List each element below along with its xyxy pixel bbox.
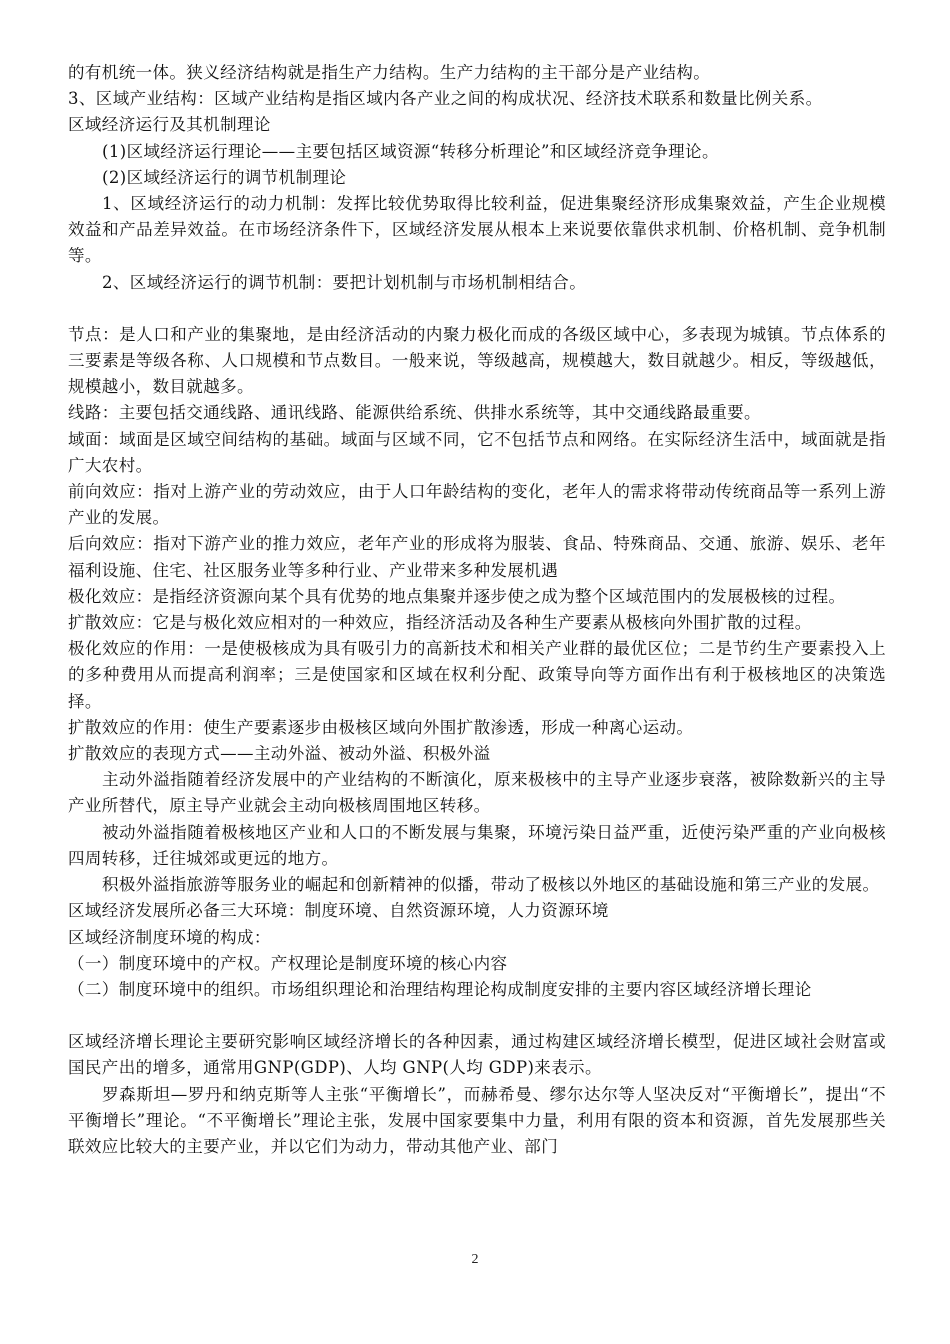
paragraph: 极化效应：是指经济资源向某个具有优势的地点集聚并逐步使之成为整个区域范围内的发展极核的过程。 bbox=[68, 586, 846, 606]
page-number: 2 bbox=[471, 1252, 479, 1267]
paragraph: 区域经济发展所必备三大环境：制度环境、自然资源环境，人力资源环境 bbox=[68, 901, 609, 921]
paragraph: 区域经济制度环境的构成： bbox=[68, 927, 271, 947]
paragraph: (2)区域经济运行的调节机制理论 bbox=[102, 167, 347, 187]
paragraph: 节点：是人口和产业的集聚地，是由经济活动的内聚力极化而成的各级区域中心，多表现为城镇。节点体系的三要素是等级各称、人口规模和节点数目。一般来说，等级越高，规模越大，数目就越少。相反，等级越低，规模越小，数目就越多。 bbox=[68, 324, 886, 397]
paragraph: 主动外溢指随着经济发展中的产业结构的不断演化，原来极核中的主导产业逐步衰落，被除数新兴的主导产业所替代，原主导产业就会主动向极核周围地区转移。 bbox=[68, 770, 886, 816]
paragraph: 域面：域面是区域空间结构的基础。域面与区域不同，它不包括节点和网络。在实际经济生活中，域面就是指广大农村。 bbox=[68, 429, 886, 475]
paragraph: （二）制度环境中的组织。市场组织理论和治理结构理论构成制度安排的主要内容区域经济增长理论 bbox=[68, 979, 812, 999]
paragraph: 罗森斯坦—罗丹和纳克斯等人主张“平衡增长”，而赫希曼、缪尔达尔等人坚决反对“平衡增长”，提出“不平衡增长”理论。“不平衡增长”理论主张，发展中国家要集中力量，利用有限的资本和资源，首先发展那些关联效应比较大的主要产业，并以它们为动力，带动其他产业、部门 bbox=[68, 1084, 886, 1156]
paragraph: 扩散效应的表现方式——主动外溢、被动外溢、积极外溢 bbox=[68, 744, 491, 764]
paragraph: 极化效应的作用：一是使极核成为具有吸引力的高新技术和相关产业群的最优区位；二是节约生产要素投入上的多种费用从而提高利润率；三是使国家和区域在权利分配、政策导向等方面作出有利于极核地区的决策选择。 bbox=[68, 639, 886, 711]
blank-line bbox=[68, 1003, 886, 1029]
paragraph: 线路：主要包括交通线路、通讯线路、能源供给系统、供排水系统等，其中交通线路最重要。 bbox=[68, 403, 761, 423]
section-heading: 区域经济运行及其机制理论 bbox=[68, 115, 271, 135]
paragraph: 被动外溢指随着极核地区产业和人口的不断发展与集聚，环境污染日益严重，近使污染严重的产业向极核四周转移，迁往城郊或更远的地方。 bbox=[68, 822, 886, 868]
document-body bbox=[68, 60, 886, 1160]
paragraph: (1)区域经济运行理论——主要包括区域资源“转移分析理论”和区域经济竞争理论。 bbox=[102, 141, 719, 161]
paragraph: 前向效应：指对上游产业的劳动效应，由于人口年龄结构的变化，老年人的需求将带动传统商品等一系列上游产业的发展。 bbox=[68, 482, 886, 528]
paragraph: 2、区域经济运行的调节机制：要把计划机制与市场机制相结合。 bbox=[102, 272, 587, 292]
paragraph: 1、区域经济运行的动力机制：发挥比较优势取得比较利益，促进集聚经济形成集聚效益，产生企业规模效益和产品差异效益。在市场经济条件下，区域经济发展从根本上来说要依靠供求机制、价格机制、竞争机制等。 bbox=[68, 194, 886, 266]
paragraph: （一）制度环境中的产权。产权理论是制度环境的核心内容 bbox=[68, 953, 508, 973]
blank-line bbox=[68, 296, 886, 322]
paragraph: 扩散效应的作用：使生产要素逐步由极核区域向外围扩散渗透，形成一种离心运动。 bbox=[68, 717, 694, 737]
paragraph: 扩散效应：它是与极化效应相对的一种效应，指经济活动及各种生产要素从极核向外围扩散的过程。 bbox=[68, 613, 812, 633]
paragraph: 积极外溢指旅游等服务业的崛起和创新精神的似播，带动了极核以外地区的基础设施和第三产业的发展。 bbox=[102, 875, 880, 895]
paragraph: 后向效应：指对下游产业的推力效应，老年产业的形成将为服装、食品、特殊商品、交通、旅游、娱乐、老年福利设施、住宅、社区服务业等多种行业、产业带来多种发展机遇 bbox=[68, 534, 886, 580]
paragraph: 3、区域产业结构：区域产业结构是指区域内各产业之间的构成状况、经济技术联系和数量比例关系。 bbox=[68, 89, 823, 109]
paragraph: 的有机统一体。狭义经济结构就是指生产力结构。生产力结构的主干部分是产业结构。 bbox=[68, 63, 711, 82]
paragraph: 区域经济增长理论主要研究影响区域经济增长的各种因素，通过构建区域经济增长模型，促进区域社会财富或国民产出的增多，通常用GNP(GDP)、人均 GNP(人均 GDP)来表示。 bbox=[68, 1032, 886, 1078]
